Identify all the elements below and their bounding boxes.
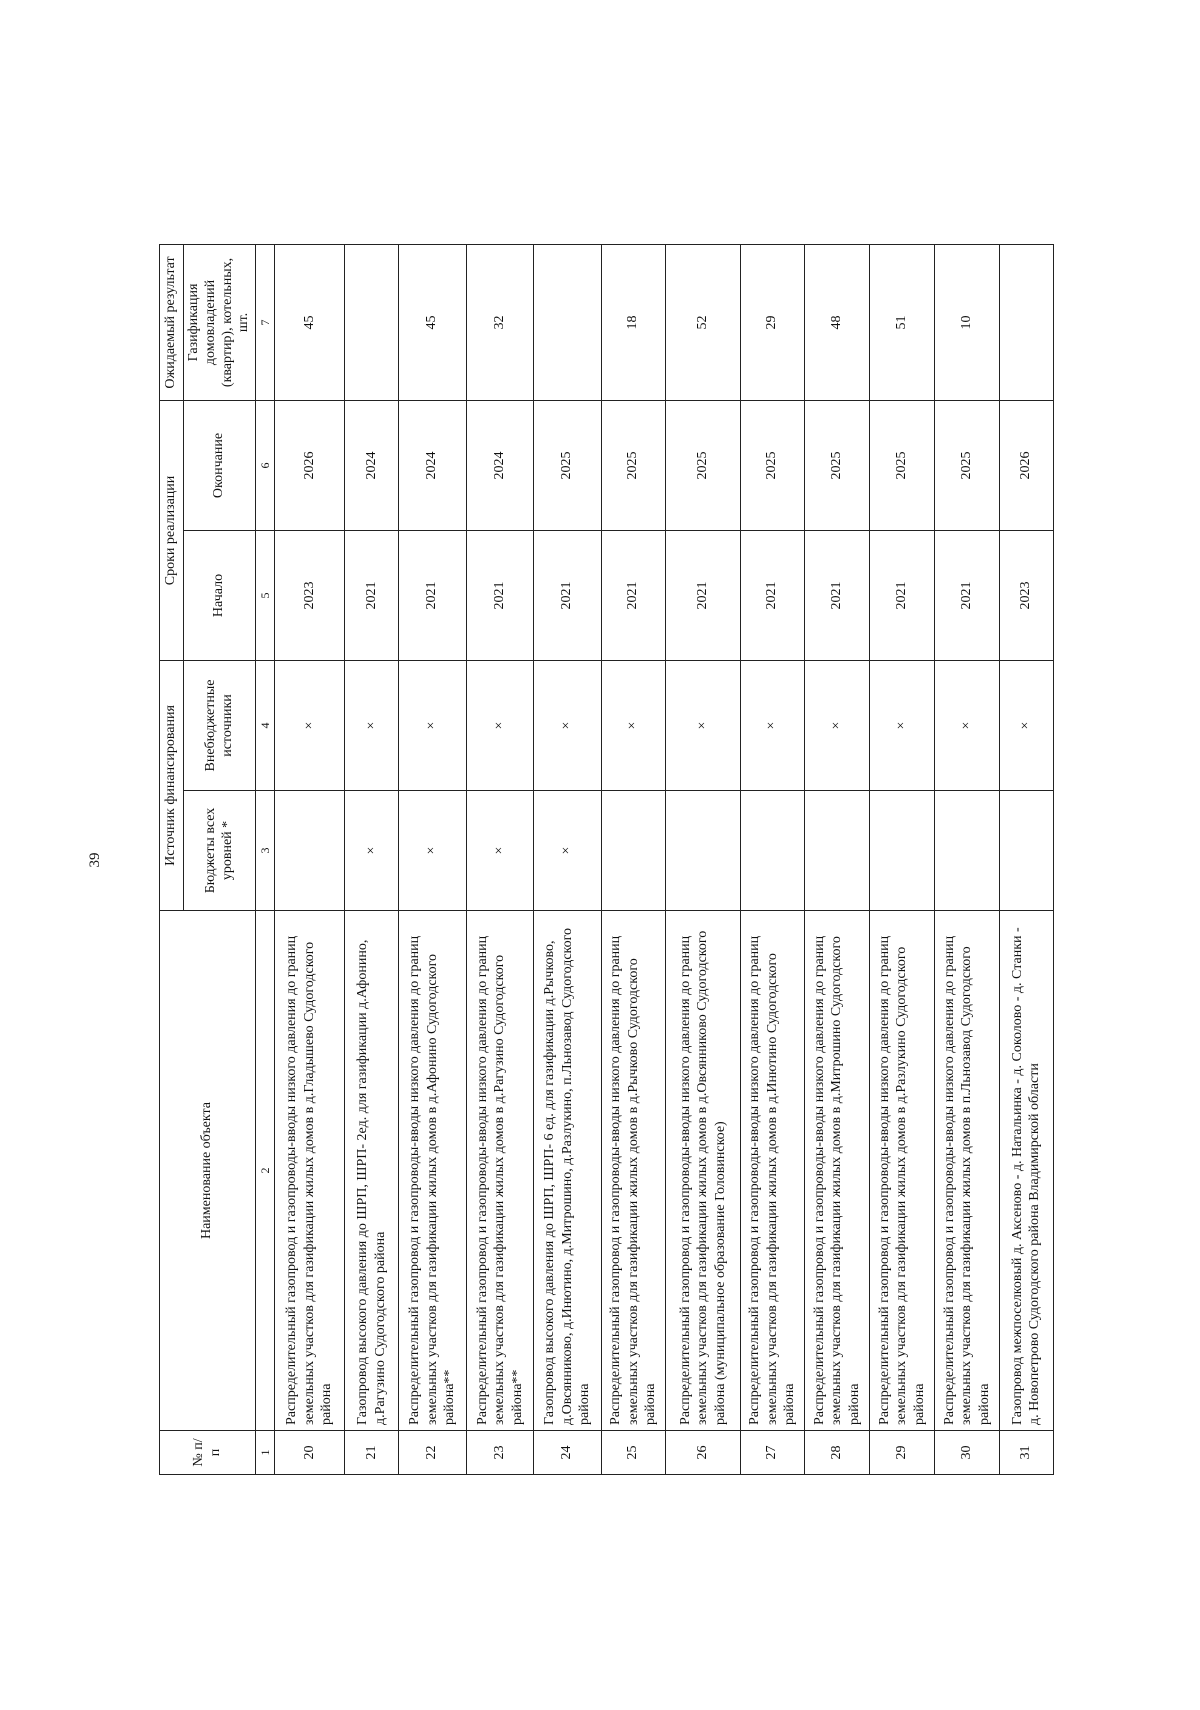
object-name: Распределительный газопровод и газопроводы-вводы низкого давления до границ земельных участков для газификации жилых домов в д.Рагузино Судогодского района** [466,911,534,1431]
table-row [999,244,1053,1474]
column-index-row [256,244,275,1474]
object-name: Распределительный газопровод и газопроводы-вводы низкого давления до границ земельных участков для газификации жилых домов в д.Афонино Судогодского района** [399,911,467,1431]
budgets-cell [934,791,999,911]
index-cell: 5 [256,530,275,660]
row-number: 29 [869,1431,934,1475]
budgets-cell [666,791,740,911]
end-year: 2026 [999,400,1053,530]
index-cell: 3 [256,791,275,911]
index-cell: 2 [256,911,275,1431]
result-count: 10 [934,244,999,400]
header-name: Наименование объекта [160,911,256,1431]
header-gasification: Газификация домовладений (квартир), котельных, шт. [184,244,256,400]
result-count: 32 [466,244,534,400]
object-name: Распределительный газопровод и газопроводы-вводы низкого давления до границ земельных участков для газификации жилых домов в д.Овсянниково Судогодского района (муниципальное образование Головинское) [666,911,740,1431]
extra-budget-cell: × [345,660,399,790]
object-name: Распределительный газопровод и газопроводы-вводы низкого давления до границ земельных участков для газификации жилых домов в д.Гладышево Судогодского района [275,911,345,1431]
result-count: 45 [399,244,467,400]
start-year: 2021 [466,530,534,660]
start-year: 2021 [345,530,399,660]
extra-budget-cell: × [399,660,467,790]
header-budgets: Бюджеты всех уровней * [184,791,256,911]
row-number: 30 [934,1431,999,1475]
object-name: Газопровод высокого давления до ШРП, ШРП- 2ед. для газификации д.Афонино, д.Рагузино Судогодского района [345,911,399,1431]
budgets-cell [805,791,870,911]
end-year: 2025 [740,400,805,530]
budgets-cell: × [399,791,467,911]
header-num: № п/п [160,1431,256,1475]
start-year: 2021 [666,530,740,660]
table-row [466,244,534,1474]
budgets-cell [869,791,934,911]
header-extra-budget: Внебюджетные источники [184,660,256,790]
result-count [999,244,1053,400]
header-end: Окончание [184,400,256,530]
start-year: 2021 [399,530,467,660]
result-count: 51 [869,244,934,400]
result-count: 48 [805,244,870,400]
start-year: 2021 [601,530,666,660]
start-year: 2023 [999,530,1053,660]
row-number: 31 [999,1431,1053,1475]
end-year: 2024 [466,400,534,530]
result-count [534,244,602,400]
object-name: Распределительный газопровод и газопроводы-вводы низкого давления до границ земельных участков для газификации жилых домов в п.Льнозавод Судогодского района [934,911,999,1431]
extra-budget-cell: × [869,660,934,790]
row-number: 20 [275,1431,345,1475]
object-name: Распределительный газопровод и газопроводы-вводы низкого давления до границ земельных участков для газификации жилых домов в д.Разлукино Судогодского района [869,911,934,1431]
object-name: Газопровод межпоселковый д. Аксеново - д. Натальинка - д. Соколово - д. Станки - д. Новопетрово Судогодского района Владимирской области [999,911,1053,1431]
extra-budget-cell: × [740,660,805,790]
table-row [869,244,934,1474]
extra-budget-cell: × [999,660,1053,790]
result-count: 18 [601,244,666,400]
end-year: 2024 [345,400,399,530]
start-year: 2021 [934,530,999,660]
end-year: 2025 [601,400,666,530]
budgets-cell: × [534,791,602,911]
table-row [399,244,467,1474]
table-row [740,244,805,1474]
header-start: Начало [184,530,256,660]
result-count [345,244,399,400]
end-year: 2025 [666,400,740,530]
extra-budget-cell: × [275,660,345,790]
row-number: 22 [399,1431,467,1475]
index-cell: 6 [256,400,275,530]
page-number: 39 [87,852,103,868]
table-row [275,244,345,1474]
extra-budget-cell: × [466,660,534,790]
table-row [934,244,999,1474]
start-year: 2021 [805,530,870,660]
table-row [601,244,666,1474]
budgets-cell [999,791,1053,911]
extra-budget-cell: × [805,660,870,790]
result-count: 29 [740,244,805,400]
end-year: 2026 [275,400,345,530]
budgets-cell [740,791,805,911]
start-year: 2021 [869,530,934,660]
table-row [666,244,740,1474]
table-row [345,244,399,1474]
result-count: 52 [666,244,740,400]
table-row [805,244,870,1474]
end-year: 2025 [805,400,870,530]
header-result: Ожидаемый результат [160,244,184,400]
object-name: Распределительный газопровод и газопроводы-вводы низкого давления до границ земельных участков для газификации жилых домов в д.Инютино Судогодского района [740,911,805,1431]
budgets-cell: × [345,791,399,911]
rotated-table-container [159,245,1054,1475]
budgets-cell: × [466,791,534,911]
table-row [534,244,602,1474]
row-number: 21 [345,1431,399,1475]
table-body [256,244,1054,1474]
row-number: 28 [805,1431,870,1475]
row-number: 24 [534,1431,602,1475]
row-number: 26 [666,1431,740,1475]
start-year: 2023 [275,530,345,660]
header-funding: Источник финансирования [160,660,184,910]
start-year: 2021 [740,530,805,660]
header-terms: Сроки реализации [160,400,184,660]
extra-budget-cell: × [534,660,602,790]
index-cell: 4 [256,660,275,790]
index-cell: 7 [256,244,275,400]
end-year: 2025 [934,400,999,530]
gasification-table [159,244,1054,1475]
object-name: Распределительный газопровод и газопроводы-вводы низкого давления до границ земельных участков для газификации жилых домов в д.Рычково Судогодского района [601,911,666,1431]
end-year: 2024 [399,400,467,530]
row-number: 27 [740,1431,805,1475]
extra-budget-cell: × [601,660,666,790]
budgets-cell [275,791,345,911]
index-cell: 1 [256,1431,275,1475]
extra-budget-cell: × [666,660,740,790]
end-year: 2025 [869,400,934,530]
result-count: 45 [275,244,345,400]
extra-budget-cell: × [934,660,999,790]
start-year: 2021 [534,530,602,660]
row-number: 25 [601,1431,666,1475]
row-number: 23 [466,1431,534,1475]
object-name: Распределительный газопровод и газопроводы-вводы низкого давления до границ земельных участков для газификации жилых домов в д.Митрошино Судогодского района [805,911,870,1431]
object-name: Газопровод высокого давления до ШРП, ШРП- 6 ед. для газификации д.Рычково, д.Овсянниково, д.Инютино, д.Митрошино, д.Разлукино, п.Льнозавод Судогодского района [534,911,602,1431]
budgets-cell [601,791,666,911]
end-year: 2025 [534,400,602,530]
